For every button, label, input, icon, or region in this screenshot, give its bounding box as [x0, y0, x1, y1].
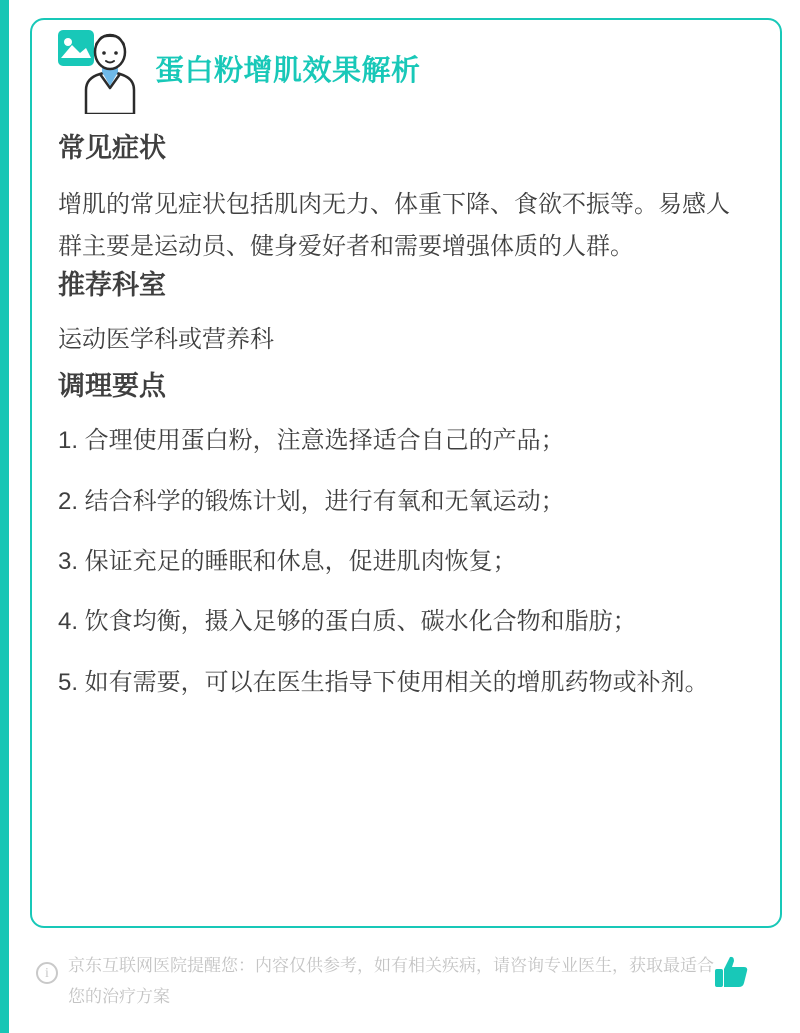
footer — [30, 940, 782, 1020]
care-points-list — [58, 422, 748, 702]
thumbs-up-icon[interactable] — [712, 952, 752, 992]
section-heading-department: 推荐科室 — [58, 269, 166, 300]
list-item: 4. 饮食均衡，摄入足够的蛋白质、碳水化合物和脂肪； — [58, 608, 637, 636]
list-item: 5. 如有需要，可以在医生指导下使用相关的增肌药物或补剂。 — [58, 668, 709, 696]
list-item: 3. 保证充足的睡眠和休息，促进肌肉恢复； — [58, 548, 517, 576]
section-body-symptoms: 增肌的常见症状包括肌肉无力、体重下降、食欲不振等。易感人群主要是运动员、健身爱好者和需要增强体质的人群。 — [58, 191, 730, 260]
page-title: 蛋白粉增肌效果解析 — [155, 55, 421, 87]
list-item: 1. 合理使用蛋白粉，注意选择适合自己的产品； — [58, 427, 565, 455]
section-heading-care-points: 调理要点 — [58, 370, 166, 401]
section-body-department: 运动医学科或营养科 — [58, 326, 274, 354]
doctor-avatar-icon — [56, 28, 142, 114]
section-heading-symptoms: 常见症状 — [58, 133, 166, 163]
footer-disclaimer: 京东互联网医院提醒您：内容仅供参考，如有相关疾病，请咨询专业医生，获取最适合您的治疗方案 — [68, 956, 714, 1007]
left-accent-stripe — [0, 0, 9, 1033]
info-icon: i — [36, 962, 58, 984]
list-item: 2. 结合科学的锻炼计划，进行有氧和无氧运动； — [58, 487, 565, 515]
article-content — [58, 130, 748, 724]
